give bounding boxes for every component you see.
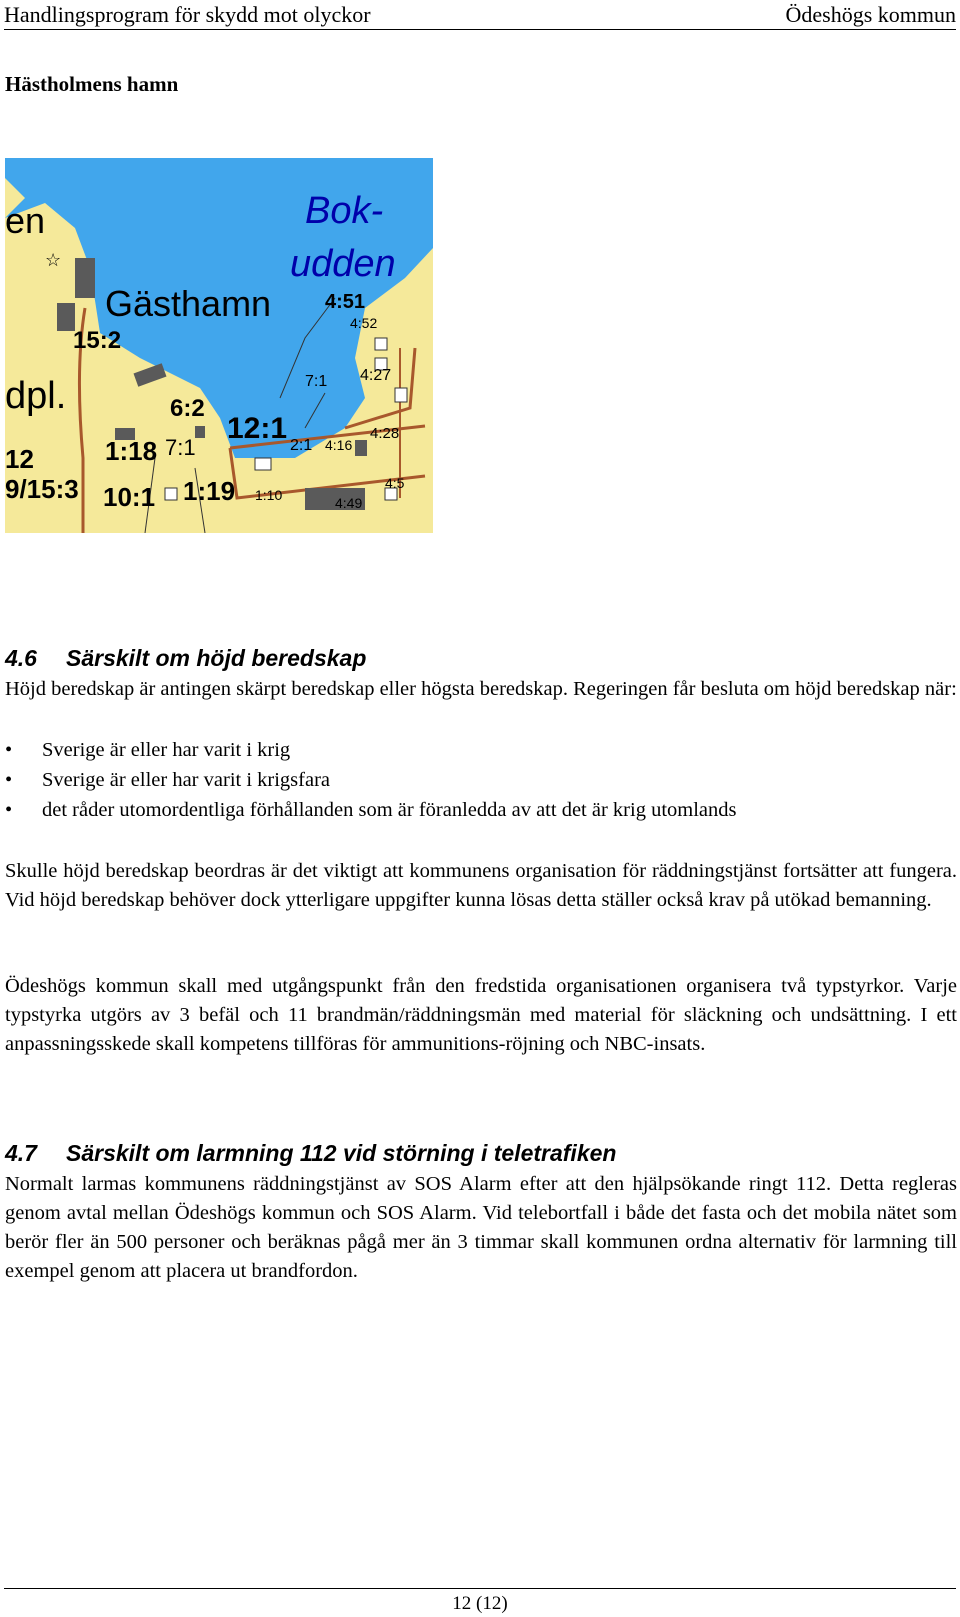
page-footer [4,1588,956,1615]
map-label: 2:1 [290,437,313,454]
header-document-title: Handlingsprogram för skydd mot olyckor [4,2,371,27]
section-number: 4.6 [5,645,37,671]
map-label: dpl. [5,375,67,417]
paragraph: Ödeshögs kommun skall med utgångspunkt från den fredstida organisationen organisera två typstyrkor. Varje typstyrka utgörs av 3 befäl och 11 brandmän/räddningsmän med material för släckning och undsättning. I ett anpassningsskede skall kompetens tillföras för ammunitions-röjning och NBC-insats. [5,975,957,1055]
map-label: 1:18 [105,436,158,466]
map-label: 4:52 [350,315,378,331]
section-intro: Höjd beredskap är antingen skärpt beredskap eller högsta beredskap. Regeringen får besluta om höjd beredskap när: [5,678,957,700]
list-item: • det råder utomordentliga förhållanden som är föranledda av att det är krig utomlands [5,795,736,825]
map-label: 1:19 [183,476,236,506]
section-title: Särskilt om larmning 112 vid störning i teletrafiken [66,1140,617,1166]
map-label: 12 [5,444,34,474]
page-number: 12 (12) [452,1593,508,1614]
map-label: Gästhamn [105,283,272,324]
map-label: 9/15:3 [5,474,79,504]
map-label: 4:16 [325,437,353,453]
map-label: 4:27 [360,367,392,384]
harbor-map [5,158,433,533]
map-caption: Hästholmens hamn [5,72,179,96]
list-item: • Sverige är eller har varit i krigsfara [5,765,736,795]
star-icon: ☆ [45,250,62,270]
paragraph: Normalt larmas kommunens räddningstjänst av SOS Alarm efter att den hjälpsökande ringt 112. Detta regleras genom avtal mellan Ödeshögs kommun och SOS Alarm. Vid telebortfall i både det fasta och det mobila nätet som berör fler än 500 personer och beräknas pågå mer än 3 timmar skall kommunen ordna alternativ för larmning till exempel genom att placera ut brandfordon. [5,1173,957,1282]
section-title: Särskilt om höjd beredskap [66,645,367,671]
map-label: 7:1 [165,435,196,460]
condition-list [5,735,736,825]
section-heading-4-7 [5,1140,616,1167]
map-label: 12:1 [227,412,288,445]
paragraph: Skulle höjd beredskap beordras är det viktigt att kommunens organisation för räddningstjänst fortsätter att fungera. Vid höjd beredskap behöver dock ytterligare uppgifter kunna lösas detta ställer också krav på utökad bemanning. [5,860,957,911]
map-label: 10:1 [103,482,156,512]
map-label: 4:28 [370,425,400,442]
map-label: 4:5 [385,475,405,491]
section-heading-4-6 [5,645,366,672]
header-municipality: Ödeshögs kommun [785,2,956,27]
map-label: 7:1 [305,373,328,390]
map-label: 4:49 [335,495,363,511]
list-item: • Sverige är eller har varit i krig [5,735,736,765]
map-label: 1:10 [255,487,283,503]
section-number: 4.7 [5,1140,37,1166]
map-label: 15:2 [73,327,122,354]
map-label: en [5,200,46,241]
page-header [4,0,956,30]
map-label: Bok- [305,190,384,232]
map-label: udden [290,243,396,285]
map-label: 4:51 [325,291,366,313]
map-label: 6:2 [170,395,205,422]
